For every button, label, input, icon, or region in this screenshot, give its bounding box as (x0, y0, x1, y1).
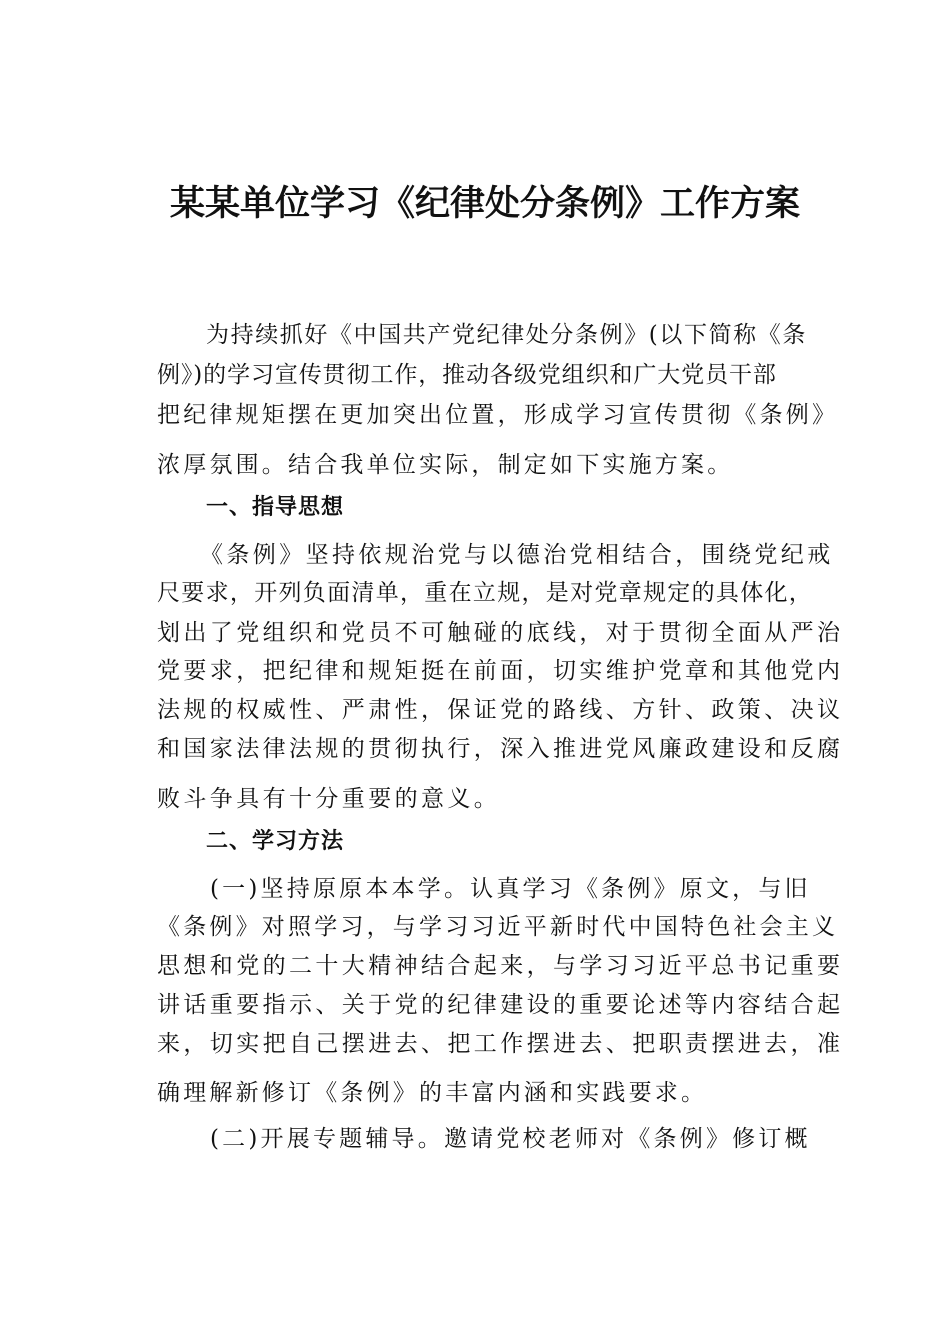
paragraph-line: 为持续抓好《中国共产党纪律处分条例》(以下简称《条 (206, 322, 807, 348)
paragraph-line: 划出了党组织和党员不可触碰的底线，对于贯彻全面从严治 (157, 620, 844, 646)
section-heading: 一、指导思想 (206, 495, 345, 520)
paragraph-line: (一)坚持原原本本学。认真学习《条例》原文，与旧 (210, 876, 811, 902)
paragraph-line: 来，切实把自己摆进去、把工作摆进去、把职责摆进去，准 (157, 1031, 844, 1057)
paragraph-line: 把纪律规矩摆在更加突出位置，形成学习宣传贯彻《条例》 (157, 402, 839, 428)
paragraph-line: 例》)的学习宣传贯彻工作，推动各级党组织和广大党员干部 (157, 362, 777, 388)
document-title: 某某单位学习《纪律处分条例》工作方案 (169, 184, 800, 224)
paragraph-line: 浓厚氛围。结合我单位实际，制定如下实施方案。 (157, 452, 734, 478)
section-heading: 二、学习方法 (206, 829, 345, 854)
paragraph-line: 和国家法律法规的贯彻执行，深入推进党风廉政建设和反腐 (157, 736, 844, 762)
paragraph-line: 败斗争具有十分重要的意义。 (157, 786, 501, 812)
paragraph-line: (二)开展专题辅导。邀请党校老师对《条例》修订概 (210, 1126, 811, 1152)
paragraph-line: 《条例》对照学习，与学习习近平新时代中国特色社会主义 (157, 914, 839, 940)
paragraph-line: 党要求，把纪律和规矩挺在前面，切实维护党章和其他党内 (157, 658, 844, 684)
paragraph-line: 思想和党的二十大精神结合起来，与学习习近平总书记重要 (157, 953, 844, 979)
paragraph-line: 法规的权威性、严肃性，保证党的路线、方针、政策、决议 (157, 697, 844, 723)
paragraph-line: 讲话重要指示、关于党的纪律建设的重要论述等内容结合起 (157, 992, 844, 1018)
paragraph-line: 尺要求，开列负面清单，重在立规，是对党章规定的具体化， (157, 580, 814, 606)
paragraph-line: 确理解新修订《条例》的丰富内涵和实践要求。 (157, 1080, 708, 1106)
paragraph-line: 《条例》坚持依规治党与以德治党相结合，围绕党纪戒 (200, 542, 834, 568)
